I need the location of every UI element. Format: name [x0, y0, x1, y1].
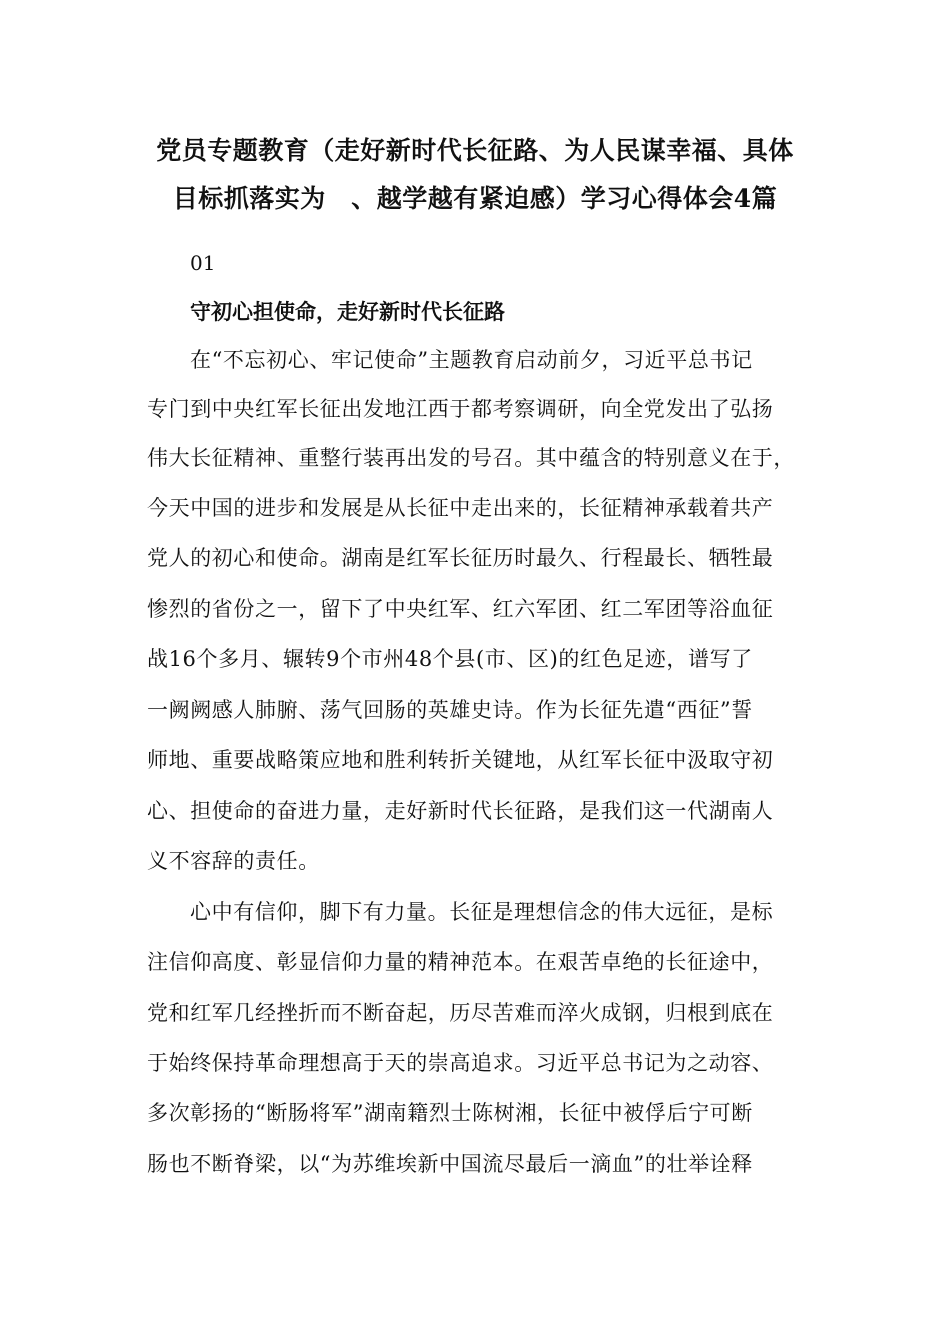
paragraph-1-line-3: 伟大长征精神、重整行装再出发的号召。其中蕴含的特别意义在于， [147, 446, 795, 470]
paragraph-2-line-5: 多次彰扬的“断肠将军”湖南籍烈士陈树湘，长征中被俘后宁可断 [147, 1101, 753, 1125]
paragraph-1-line-5: 党人的初心和使命。湖南是红军长征历时最久、行程最长、牺牲最 [147, 546, 774, 570]
paragraph-1-line-2: 专门到中央红军长征出发地江西于都考察调研，向全党发出了弘扬 [147, 397, 774, 421]
paragraph-1-line-8: 一阙阙感人肺腑、荡气回肠的英雄史诗。作为长征先遣“西征”誓 [147, 698, 753, 722]
paragraph-2-line-2: 注信仰高度、彰显信仰力量的精神范本。在艰苦卓绝的长征途中， [147, 950, 774, 974]
section-heading: 守初心担使命，走好新时代长征路 [190, 299, 505, 324]
paragraph-1-line-4: 今天中国的进步和发展是从长征中走出来的，长征精神承载着共产 [147, 496, 774, 520]
paragraph-1-line-10: 心、担使命的奋进力量，走好新时代长征路，是我们这一代湖南人 [147, 799, 774, 823]
paragraph-1-line-6: 惨烈的省份之一，留下了中央红军、红六军团、红二军团等浴血征 [147, 597, 774, 621]
document-title-line-2: 目标抓落实为 、越学越有紧迫感）学习心得体会4篇 [172, 184, 778, 213]
paragraph-1-line-9: 师地、重要战略策应地和胜利转折关键地，从红军长征中汲取守初 [147, 748, 774, 772]
paragraph-2-line-4: 于始终保持革命理想高于天的崇高追求。习近平总书记为之动容、 [147, 1051, 774, 1075]
paragraph-2-line-6: 肠也不断脊梁，以“为苏维埃新中国流尽最后一滴血”的壮举诠释 [147, 1152, 753, 1176]
paragraph-1-line-11: 义不容辞的责任。 [147, 849, 320, 873]
document-title-line-1: 党员专题教育（走好新时代长征路、为人民谋幸福、具体 [156, 136, 794, 165]
section-number: 01 [190, 251, 216, 275]
paragraph-1-line-7: 战16个多月、辗转9个市州48个县(市、区)的红色足迹，谱写了 [147, 647, 753, 671]
paragraph-2-line-3: 党和红军几经挫折而不断奋起，历尽苦难而淬火成钢，归根到底在 [147, 1001, 774, 1025]
paragraph-1-line-1: 在“不忘初心、牢记使命”主题教育启动前夕，习近平总书记 [190, 348, 753, 372]
paragraph-2-line-1: 心中有信仰，脚下有力量。长征是理想信念的伟大远征，是标 [190, 900, 774, 924]
